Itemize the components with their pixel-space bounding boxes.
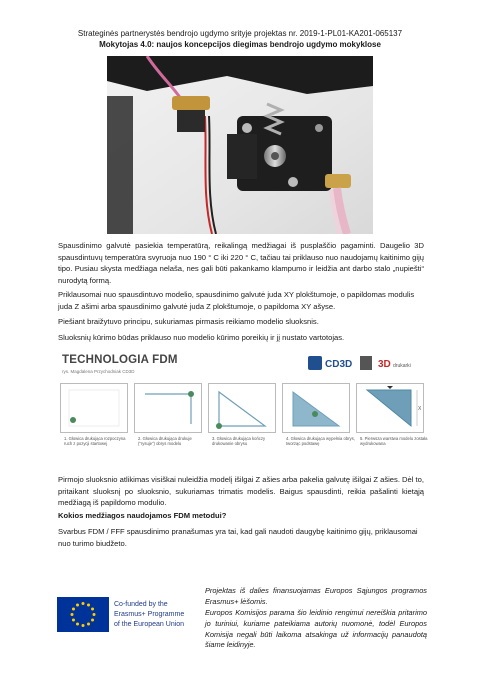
eu-star-icon bbox=[72, 608, 75, 611]
header-title: Mokytojas 4.0: naujos koncepcijos diegimas bendrojo ugdymo mokyklose bbox=[99, 40, 381, 49]
funding-disclaimer: Projektas iš dalies finansuojamas Europos Sąjungos programos Erasmus+ lėšomis. bbox=[205, 586, 427, 606]
eu-star-icon bbox=[93, 613, 96, 616]
figure-title: TECHNOLOGIA FDM bbox=[62, 354, 178, 366]
eu-star-icon bbox=[76, 603, 79, 606]
paragraph-movement: Priklausomai nuo spausdintuvo modelio, spausdinimo galvutė juda XY plokštumoje, o papildomas modulis juda Z ašimi arba spausdinimo galvutė juda Z plokštumoje, o papildoma XY ašyse. bbox=[58, 290, 415, 311]
cd3d-logo-icon bbox=[308, 356, 322, 370]
step-caption-2: 2. Głowica drukująca drukuje ("rysuje") obrys modelu bbox=[138, 436, 192, 446]
step-caption-5: 5. Pierwsza warstwa modelu została wydrukowana bbox=[360, 436, 428, 446]
paragraph-layer-method: Sluoksnių kūrimo būdas priklauso nuo modelio kūrimo poreikių ir jį nustato vartotojas. bbox=[58, 333, 345, 342]
step-caption-1: 1. Głowica drukująca rozpoczyna ruch z pozycji startowej bbox=[64, 436, 126, 446]
eu-line-2: Erasmus+ Programme bbox=[114, 611, 185, 618]
logo-cd3d-text: CD3D bbox=[325, 359, 353, 370]
logo-3d-text: 3D bbox=[378, 359, 391, 370]
step-caption-4: 4. Głowica drukująca wypełnia obrys, tworząc podstawę bbox=[286, 436, 355, 446]
eu-star-icon bbox=[72, 619, 75, 622]
section-heading-materials: Kokios medžiagos naudojamos FDM metodui? bbox=[58, 511, 227, 520]
step-panel-1 bbox=[60, 383, 128, 433]
step-panel-5 bbox=[356, 383, 424, 433]
commission-disclaimer: Europos Komisijos parama šio leidinio rengimui nereiškia pritarimo jo turiniui, kuriame pateikiama autorių nuomonė, todėl Europos Komisija negali būti laikoma atsakinga už informacijų panaudotą šiame leidinyje. bbox=[205, 608, 427, 650]
header-project-line: Strateginės partnerystės bendrojo ugdymo srityje projektas nr. 2019-1-PL01-KA201-065137 bbox=[77, 29, 403, 38]
eu-line-3: of the European Union bbox=[114, 621, 185, 628]
eu-star-icon bbox=[91, 608, 94, 611]
eu-star-icon bbox=[71, 613, 74, 616]
paragraph-temperature: Spausdinimo galvutė pasiekia temperatūrą, reikalingą medžiagai iš pusplaščio pagaminti. Daugelio 3D spausdintuvų temperatūra svyruoja nuo 190 ° C iki 220 ° C, tačiau tai priklauso nuo naudojamų kaitinimo gijų tipo. Pusiau skysta medžiaga nelaša, nes gali būti pakankamo klampumo ir leidžia ant darbo stalo „nupiešti“ nurodytą formą. bbox=[58, 241, 424, 285]
printer-head-photo bbox=[107, 56, 373, 234]
figure-logos bbox=[308, 355, 418, 369]
paragraph-layering: Pirmojo sluoksnio atlikimas visiškai nuleidžia modelį išilgai Z ašies arba pakelia galvutę išilgai Z ašies. Dėl to, pritaikant sluoksnį po sluoksnio, sukuriamas trimatis modelis. Baigus spausdinti, reikia pašalinti kietąją medžiagą iš papildomo modulio. bbox=[58, 475, 424, 507]
paragraph-advantage: Svarbus FDM / FFF spausdinimo pranašumas yra tai, kad gali naudoti daugybę kaitinimo gijų, priklausomai nuo turimo biudžeto. bbox=[58, 527, 418, 548]
step-caption-3: 3. Głowica drukująca kończy drukowanie obrysu bbox=[212, 436, 266, 446]
eu-star-icon bbox=[82, 624, 85, 627]
step-panel-3 bbox=[208, 383, 276, 433]
eu-line-1: Co-funded by the bbox=[114, 601, 168, 608]
eu-star-icon bbox=[76, 623, 79, 626]
figure-credit: rys. Magdalena Przychodniak CD3D bbox=[62, 369, 135, 374]
erasmus-logo bbox=[57, 595, 190, 635]
fdm-technology-figure bbox=[58, 350, 428, 468]
eu-star-icon bbox=[87, 603, 90, 606]
partner-logo-icon bbox=[360, 356, 372, 370]
eu-star-icon bbox=[91, 619, 94, 622]
eu-cofunded-text bbox=[114, 600, 184, 630]
step-panel-4 bbox=[282, 383, 350, 433]
logo-tagline: drukarki bbox=[393, 363, 411, 369]
eu-star-icon bbox=[82, 602, 85, 605]
axis-x-label: X bbox=[418, 406, 422, 412]
step-panel-2 bbox=[134, 383, 202, 433]
paragraph-first-layer: Piešiant braižytuvo principu, sukuriamas pirmasis reikiamo modelio sluoksnis. bbox=[58, 317, 319, 326]
eu-star-icon bbox=[87, 623, 90, 626]
eu-flag-icon bbox=[57, 597, 109, 632]
